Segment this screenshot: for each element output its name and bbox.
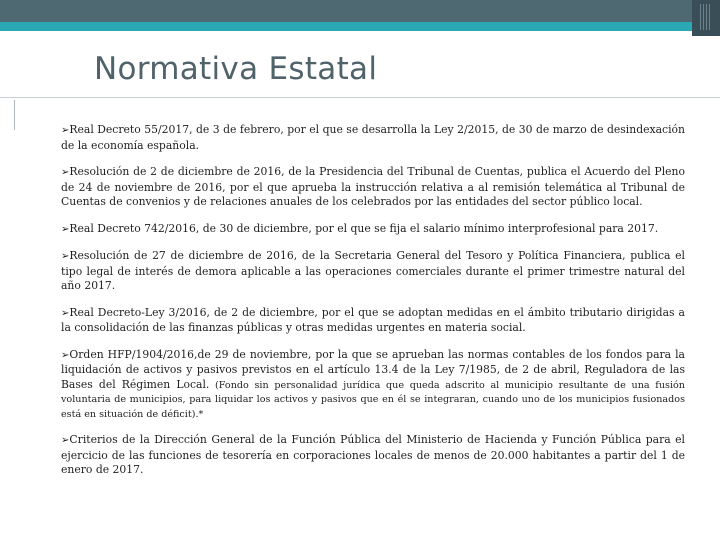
arrow-check-bullet-icon: ➢: [61, 251, 70, 262]
list-item-text: Real Decreto 55/2017, de 3 de febrero, por el que se desarrolla la Ley 2/2015, de 30 de marzo de desindexación de la economía española.: [61, 123, 685, 152]
list-item-text: Orden HFP/1904/2016,de 29 de noviembre, por la que se aprueban las normas contables de los fondos para la liquidación de activos y pasivos previstos en el artículo 13.4 de la Ley 7/1985, de 2 de abril, Reguladora de las Bases del Régimen Local.: [61, 347, 685, 391]
arrow-check-bullet-icon: ➢: [61, 435, 70, 446]
list-item-text: Real Decreto-Ley 3/2016, de 2 de diciembre, por el que se adoptan medidas en el ámbito tributario dirigidas a la consolidación de las finanzas públicas y otras medidas urgentes en materia social.: [61, 305, 685, 334]
left-margin-marker: [14, 100, 15, 130]
list-item-text: Criterios de la Dirección General de la Función Pública del Ministerio de Hacienda y Función Pública para el ejercicio de las funciones de tesorería en corporaciones locales de menos de 20.000 habitantes a partir del 1 de enero de 2017.: [61, 433, 685, 476]
list-item: [61, 222, 685, 238]
arrow-check-bullet-icon: ➢: [61, 349, 70, 361]
arrow-check-bullet-icon: ➢: [61, 125, 70, 136]
list-item: [61, 348, 685, 422]
header-accent-band: [0, 22, 720, 31]
slide-title: Normativa Estatal: [94, 51, 378, 87]
list-item-text: Resolución de 27 de diciembre de 2016, de la Secretaria General del Tesoro y Política Financiera, publica el tipo legal de interés de demora aplicable a las operaciones comerciales durante el primer trimestre natural del año 2017.: [61, 249, 685, 292]
list-item: [61, 123, 685, 153]
header-pattern: [700, 4, 712, 30]
list-item: [61, 249, 685, 294]
title-divider: [0, 97, 720, 98]
arrow-check-bullet-icon: ➢: [61, 223, 70, 235]
regulation-list: [61, 123, 685, 490]
header-band: [0, 0, 720, 22]
list-item-text: Real Decreto 742/2016, de 30 de diciembre, por el que se fija el salario mínimo interprofesional para 2017.: [69, 221, 659, 235]
list-item: [61, 306, 685, 336]
list-item: [61, 433, 685, 478]
arrow-check-bullet-icon: ➢: [61, 307, 70, 319]
list-item-text: Resolución de 2 de diciembre de 2016, de la Presidencia del Tribunal de Cuentas, publica el Acuerdo del Pleno de 24 de noviembre de 2016, por el que aprueba la instrucción relativa a al remisión telemática al Tribunal de Cuentas de convenios y de relaciones anuales de los celebrados por las entidades del sector público local.: [61, 165, 685, 208]
header-corner-block: [692, 0, 720, 36]
list-item: [61, 165, 685, 210]
arrow-check-bullet-icon: ➢: [61, 167, 70, 178]
list-item-note: (Fondo sin personalidad jurídica que queda adscrito al municipio resultante de una fusión voluntaria de municipios, para liquidar los activos y pasivos que en él se integraran, cuando uno de los municipios fusionados está en situación de déficit).*: [61, 379, 685, 420]
